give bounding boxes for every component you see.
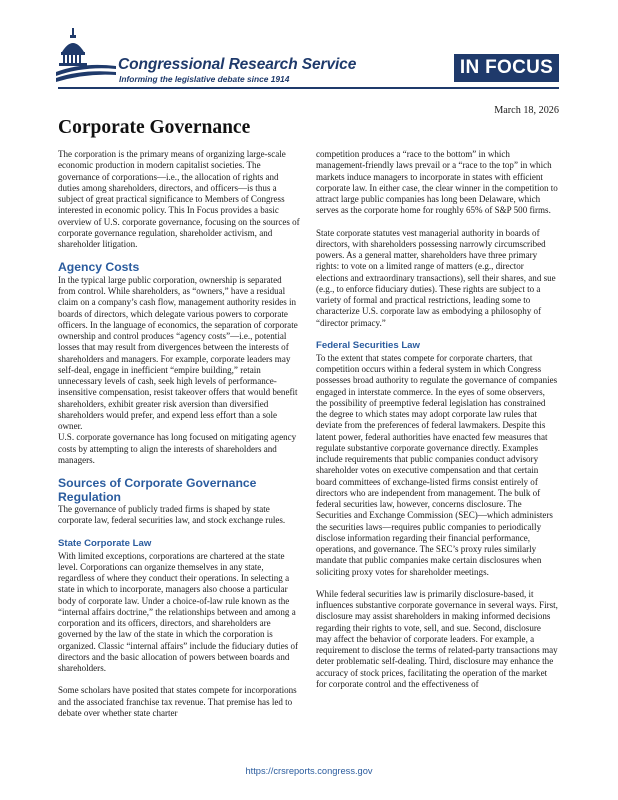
right-column (316, 149, 558, 701)
section-heading-sources: Sources of Corporate Governance Regulation (58, 476, 257, 504)
state-law-paragraph-1: With limited exceptions, corporations are chartered at the state level. Corporations can organize themselves in any state, regardless of where they conduct their operations. In selecting a state in which to incorporate, managers also choose a particular body of corporate law. Under a choice-of-law rule known as the “internal affairs doctrine,” the relationships between and among a corporation and its officers, directors, and shareholders are governed by the law of the state in which the corporation is organized. Classic “internal affairs” include the fiduciary duties of directors and the basic allocation of powers between boards and shareholders. (58, 550, 299, 673)
agency-costs-paragraph-2: U.S. corporate governance has long focused on mitigating agency costs by attempting to align the interests of shareholders and managers. (58, 432, 297, 465)
brand-name: Congressional Research Service (118, 56, 357, 73)
capitol-dome-icon (56, 28, 116, 82)
director-primacy-paragraph: State corporate statutes vest managerial authority in boards of directors, with shareholders possessing narrowly circumscribed powers. As a general matter, shareholders have three primary rights: to vote on a limited range of matters (e.g., director elections and extraordinary transactions), sell their shares, and sue (e.g., to enforce fiduciary duties). These rights are subject to a variety of formal and practical restrictions, leading some to characterize U.S. corporate law as embodying a philosophy of “director primacy.” (316, 227, 556, 328)
intro-paragraph: The corporation is the primary means of organizing large-scale economic production in modern capitalist societies. The governance of corporations—i.e., the allocation of rights and duties among shareholders, directors, and officers—is thus a subject of great practical significance to Members of Congress interested in economic policy. This In Focus provides a basic overview of U.S. corporate governance, focusing on the sources of corporate governance regulation, shareholder activism, and shareholder litigation. (58, 149, 300, 249)
charter-competition-paragraph: competition produces a “race to the bottom” in which management-friendly laws prevail or a “race to the top” in which markets induce managers to incorporate in states with efficient corporate law. In either case, the clear winner in the competition to attract large public companies has long been Delaware, which serves as the corporate home for roughly 65% of S&P 500 firms. (316, 149, 558, 216)
sources-paragraph: The governance of publicly traded firms is shaped by state corporate law, federal securities law, and stock exchange rules. (58, 504, 286, 526)
left-column (58, 149, 300, 730)
federal-law-paragraph-1: To the extent that states compete for corporate charters, that competition occurs within a federal system in which Congress possesses broad authority to regulate the governance of companies engaged in interstate commerce. In the eyes of some observers, the possibility of preemptive federal legislation has constrained the degree to which states may adopt corporate law rules that deviate from the preferences of federal lawmakers. Despite this latent power, federal authorities have enacted few measures that regulate substantive corporate governance directly. Examples include requirements that public companies conduct advisory shareholder votes on executive compensation and that certain board committees of exchange-listed firms consist entirely of directors who are independent from management. The bulk of federal securities law, however, concerns disclosure. The Securities and Exchange Commission (SEC)—which administers the securities laws—requires public companies to periodically disclose information regarding their financial performance, operations, and governance. The SEC’s proxy rules similarly mandate that public companies make certain disclosures when soliciting proxy votes for shareholder meetings. (316, 352, 558, 577)
state-law-paragraph-2: Some scholars have posited that states compete for incorporations and the associated franchise tax revenue. That premise has led to debate over whether state charter (58, 685, 297, 718)
in-focus-badge: IN FOCUS (454, 54, 559, 82)
subheading-federal-securities-law: Federal Securities Law (316, 339, 420, 351)
subheading-state-corporate-law: State Corporate Law (58, 537, 152, 549)
publication-date: March 18, 2026 (494, 105, 559, 116)
brand-tagline: Informing the legislative debate since 1914 (119, 74, 290, 84)
section-heading-agency-costs: Agency Costs (58, 260, 140, 275)
footer-url-link[interactable]: https://crsreports.congress.gov (245, 766, 373, 776)
page-title: Corporate Governance (58, 117, 251, 138)
report-header (0, 0, 618, 100)
agency-costs-paragraph-1: In the typical large public corporation, ownership is separated from control. While shareholders, as “owners,” have a residual claim on a company’s cash flow, management authority resides in boards of directors, which delegate various powers to corporate officers. In the language of economics, the separation of corporate ownership and control produces “agency costs”—i.e., potential losses that may result from divergences between the interests of shareholders and managers. For example, corporate leaders may self-deal, engage in inefficient “empire building,” retain unnecessary levels of cash, seek high levels of performance-insensitive compensation, resist takeover offers that would benefit shareholders, exhibit greater risk aversion than diversified shareholders would prefer, and expend less effort than a sole owner. (58, 274, 298, 431)
header-divider (58, 87, 559, 89)
federal-law-paragraph-2: While federal securities law is primarily disclosure-based, it influences substantive corporate governance in several ways. First, disclosure may assist shareholders in making informed decisions regarding their rights to vote, sell, and sue. Second, disclosure may affect the behavior of corporate leaders. For example, a requirement to disclose the terms of related-party transactions may deter problematic self-dealing. Third, disclosure may enhance the accuracy of stock prices, facilitating the operation of the market for corporate control and the effectiveness of (316, 588, 558, 689)
